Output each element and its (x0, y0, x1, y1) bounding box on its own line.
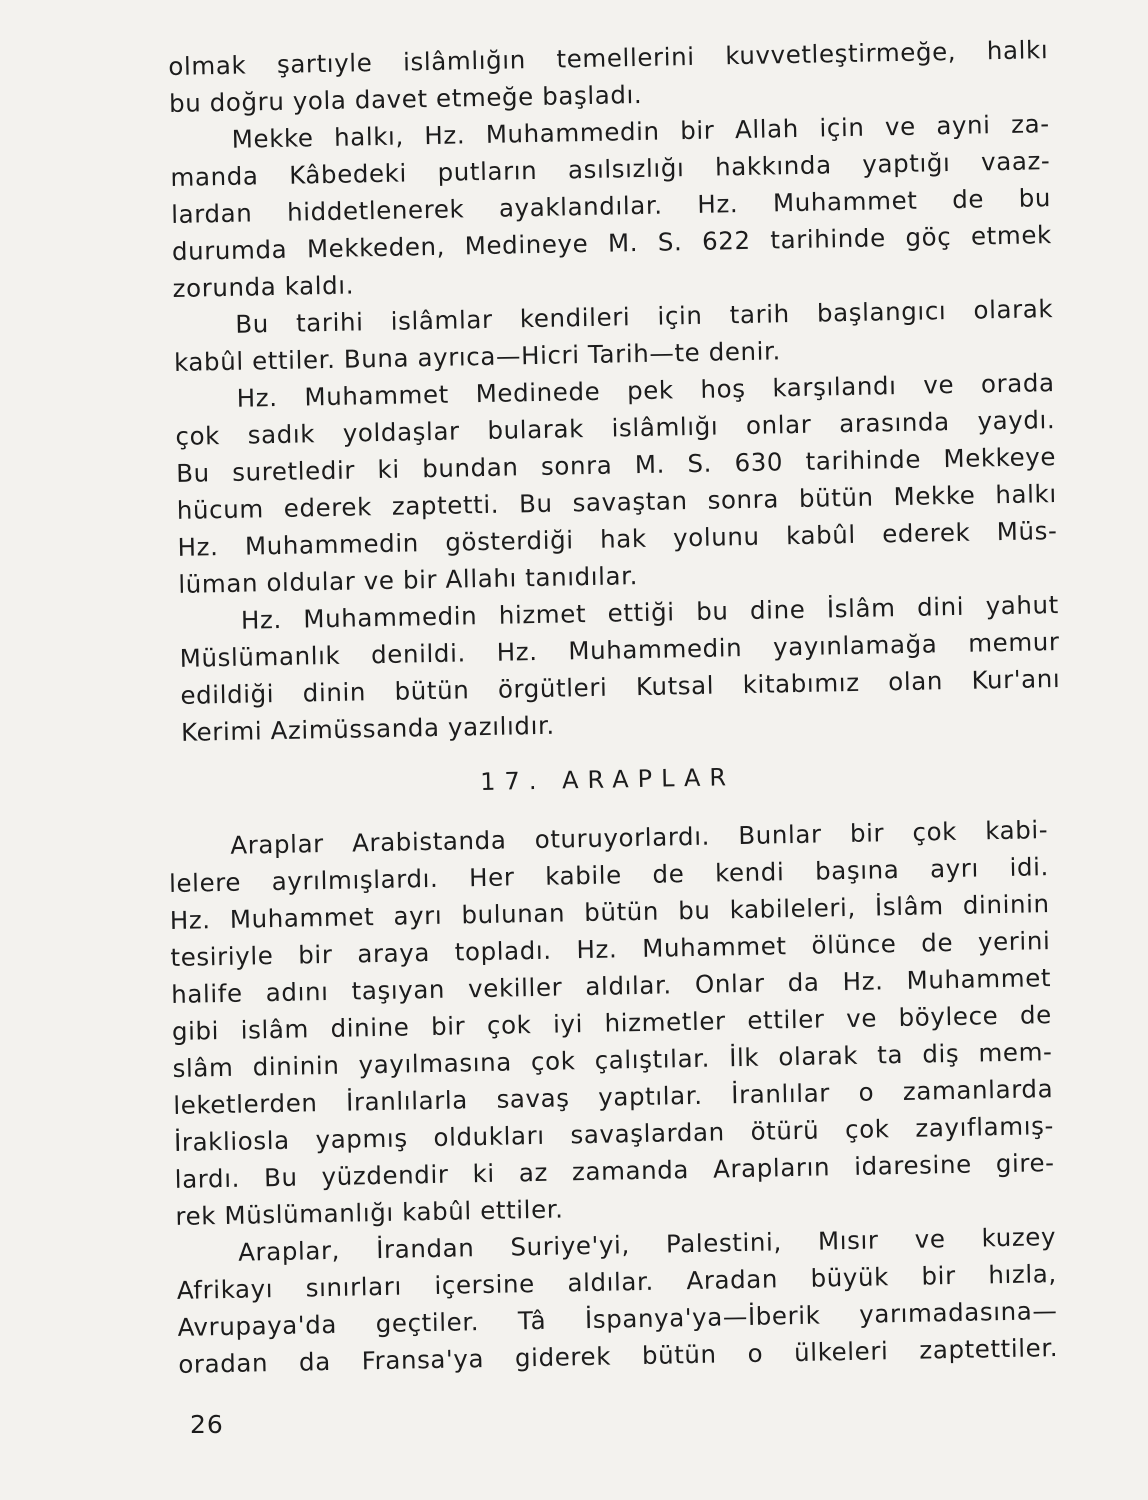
text-line: oradan da Fransa'ya giderek bütün o ülkeleri zaptettiler. (178, 1333, 1059, 1379)
page-number: 26 (190, 1410, 224, 1439)
text-line: çok sadık yoldaşlar bularak islâmlığı onlar arasında yaydı. (175, 405, 1056, 451)
text-line: Bu tarihi islâmlar kendileri için tarih başlangıcı olarak (235, 294, 1054, 339)
text-line: tesiriyle bir araya topladı. Hz. Muhammet ölünce de yerini (170, 926, 1051, 972)
text-line: Araplar, İrandan Suriye'yi, Palestini, Mısır ve kuzey (237, 1222, 1057, 1267)
text-line: durumda Mekkeden, Medineye M. S. 622 tarihinde göç etmek (171, 220, 1053, 266)
text-line: olmak şartıyle islâmlığın temellerini kuvvetleştirmeğe, halkı (168, 35, 1049, 81)
section-heading: 17. ARAPLAR (480, 763, 736, 796)
text-line: Hz. Muhammedin hizmet ettiği bu dine İslâm dini yahut (240, 590, 1060, 635)
text-line: Afrikayı sınırları içersine aldılar. Aradan büyük bir hızla, (176, 1259, 1057, 1305)
text-line: Hz. Muhammedin gösterdiği hak yolunu kabûl ederek Müs- (177, 516, 1058, 562)
text-line: edildiği dinin bütün örgütleri Kutsal kitabımız olan Kur'anı (180, 663, 1061, 710)
text-line: Araplar Arabistanda oturuyorlardı. Bunlar bir çok kabi- (230, 815, 1049, 860)
text-line: Hz. Muhammet ayrı bulunan bütün bu kabileleri, İslâm dininin (169, 889, 1050, 935)
text-line: Müslümanlık denildi. Hz. Muhammedin yayınlamağa memur (179, 626, 1060, 673)
top-text-block (168, 31, 1061, 751)
text-line: Hz. Muhammet Medinede pek hoş karşılandı ve orada (236, 368, 1055, 413)
text-line: Bu suretledir ki bundan sonra M. S. 630 tarihinde Mekkeye (175, 442, 1057, 488)
text-line: Kerimi Azimüssanda yazılıdır. (180, 710, 556, 747)
text-line: lardan hiddetlenerek ayaklandılar. Hz. Muhammet de bu (170, 183, 1052, 229)
text-line: lardı. Bu yüzdendir ki az zamanda Arapların idaresine gire- (174, 1148, 1055, 1194)
text-line: gibi islâm dinine bir çok iyi hizmetler ettiler ve böylece de (171, 1000, 1053, 1046)
text-line: İrakliosla yapmış oldukları savaşlardan ötürü çok zayıflamış- (173, 1111, 1055, 1157)
text-line: bu doğru yola davet etmeğe başladı. (168, 79, 643, 118)
text-line: Mekke halkı, Hz. Muhammedin bir Allah için ve ayni za- (231, 109, 1050, 154)
text-line: manda Kâbedeki putların asılsızlığı hakkında yaptığı vaaz- (170, 146, 1051, 192)
text-line: kabûl ettiler. Buna ayrıca—Hicri Tarih—te denir. (173, 336, 782, 377)
text-line: zorunda kaldı. (172, 270, 355, 303)
bottom-text-block (168, 811, 1058, 1383)
text-line: lelere ayrılmışlardı. Her kabile de kendi başına ayrı idi. (168, 852, 1050, 898)
text-line: hücum ederek zaptetti. Bu savaştan sonra bütün Mekke halkı (176, 479, 1057, 525)
text-line: halife adını taşıyan vekiller aldılar. Onlar da Hz. Muhammet (170, 963, 1052, 1009)
text-line: lüman oldular ve bir Allahı tanıdılar. (178, 561, 639, 599)
text-line: leketlerden İranlılarla savaş yaptılar. İranlılar o zamanlarda (173, 1074, 1054, 1120)
text-line: slâm dininin yayılmasına çok çalıştılar. İlk olarak ta diş mem- (172, 1037, 1053, 1083)
text-line: Avrupaya'da geçtiler. Tâ İspanya'ya—İberik yarımadasına— (177, 1296, 1058, 1342)
text-line: rek Müslümanlığı kabûl ettiler. (175, 1194, 564, 1231)
